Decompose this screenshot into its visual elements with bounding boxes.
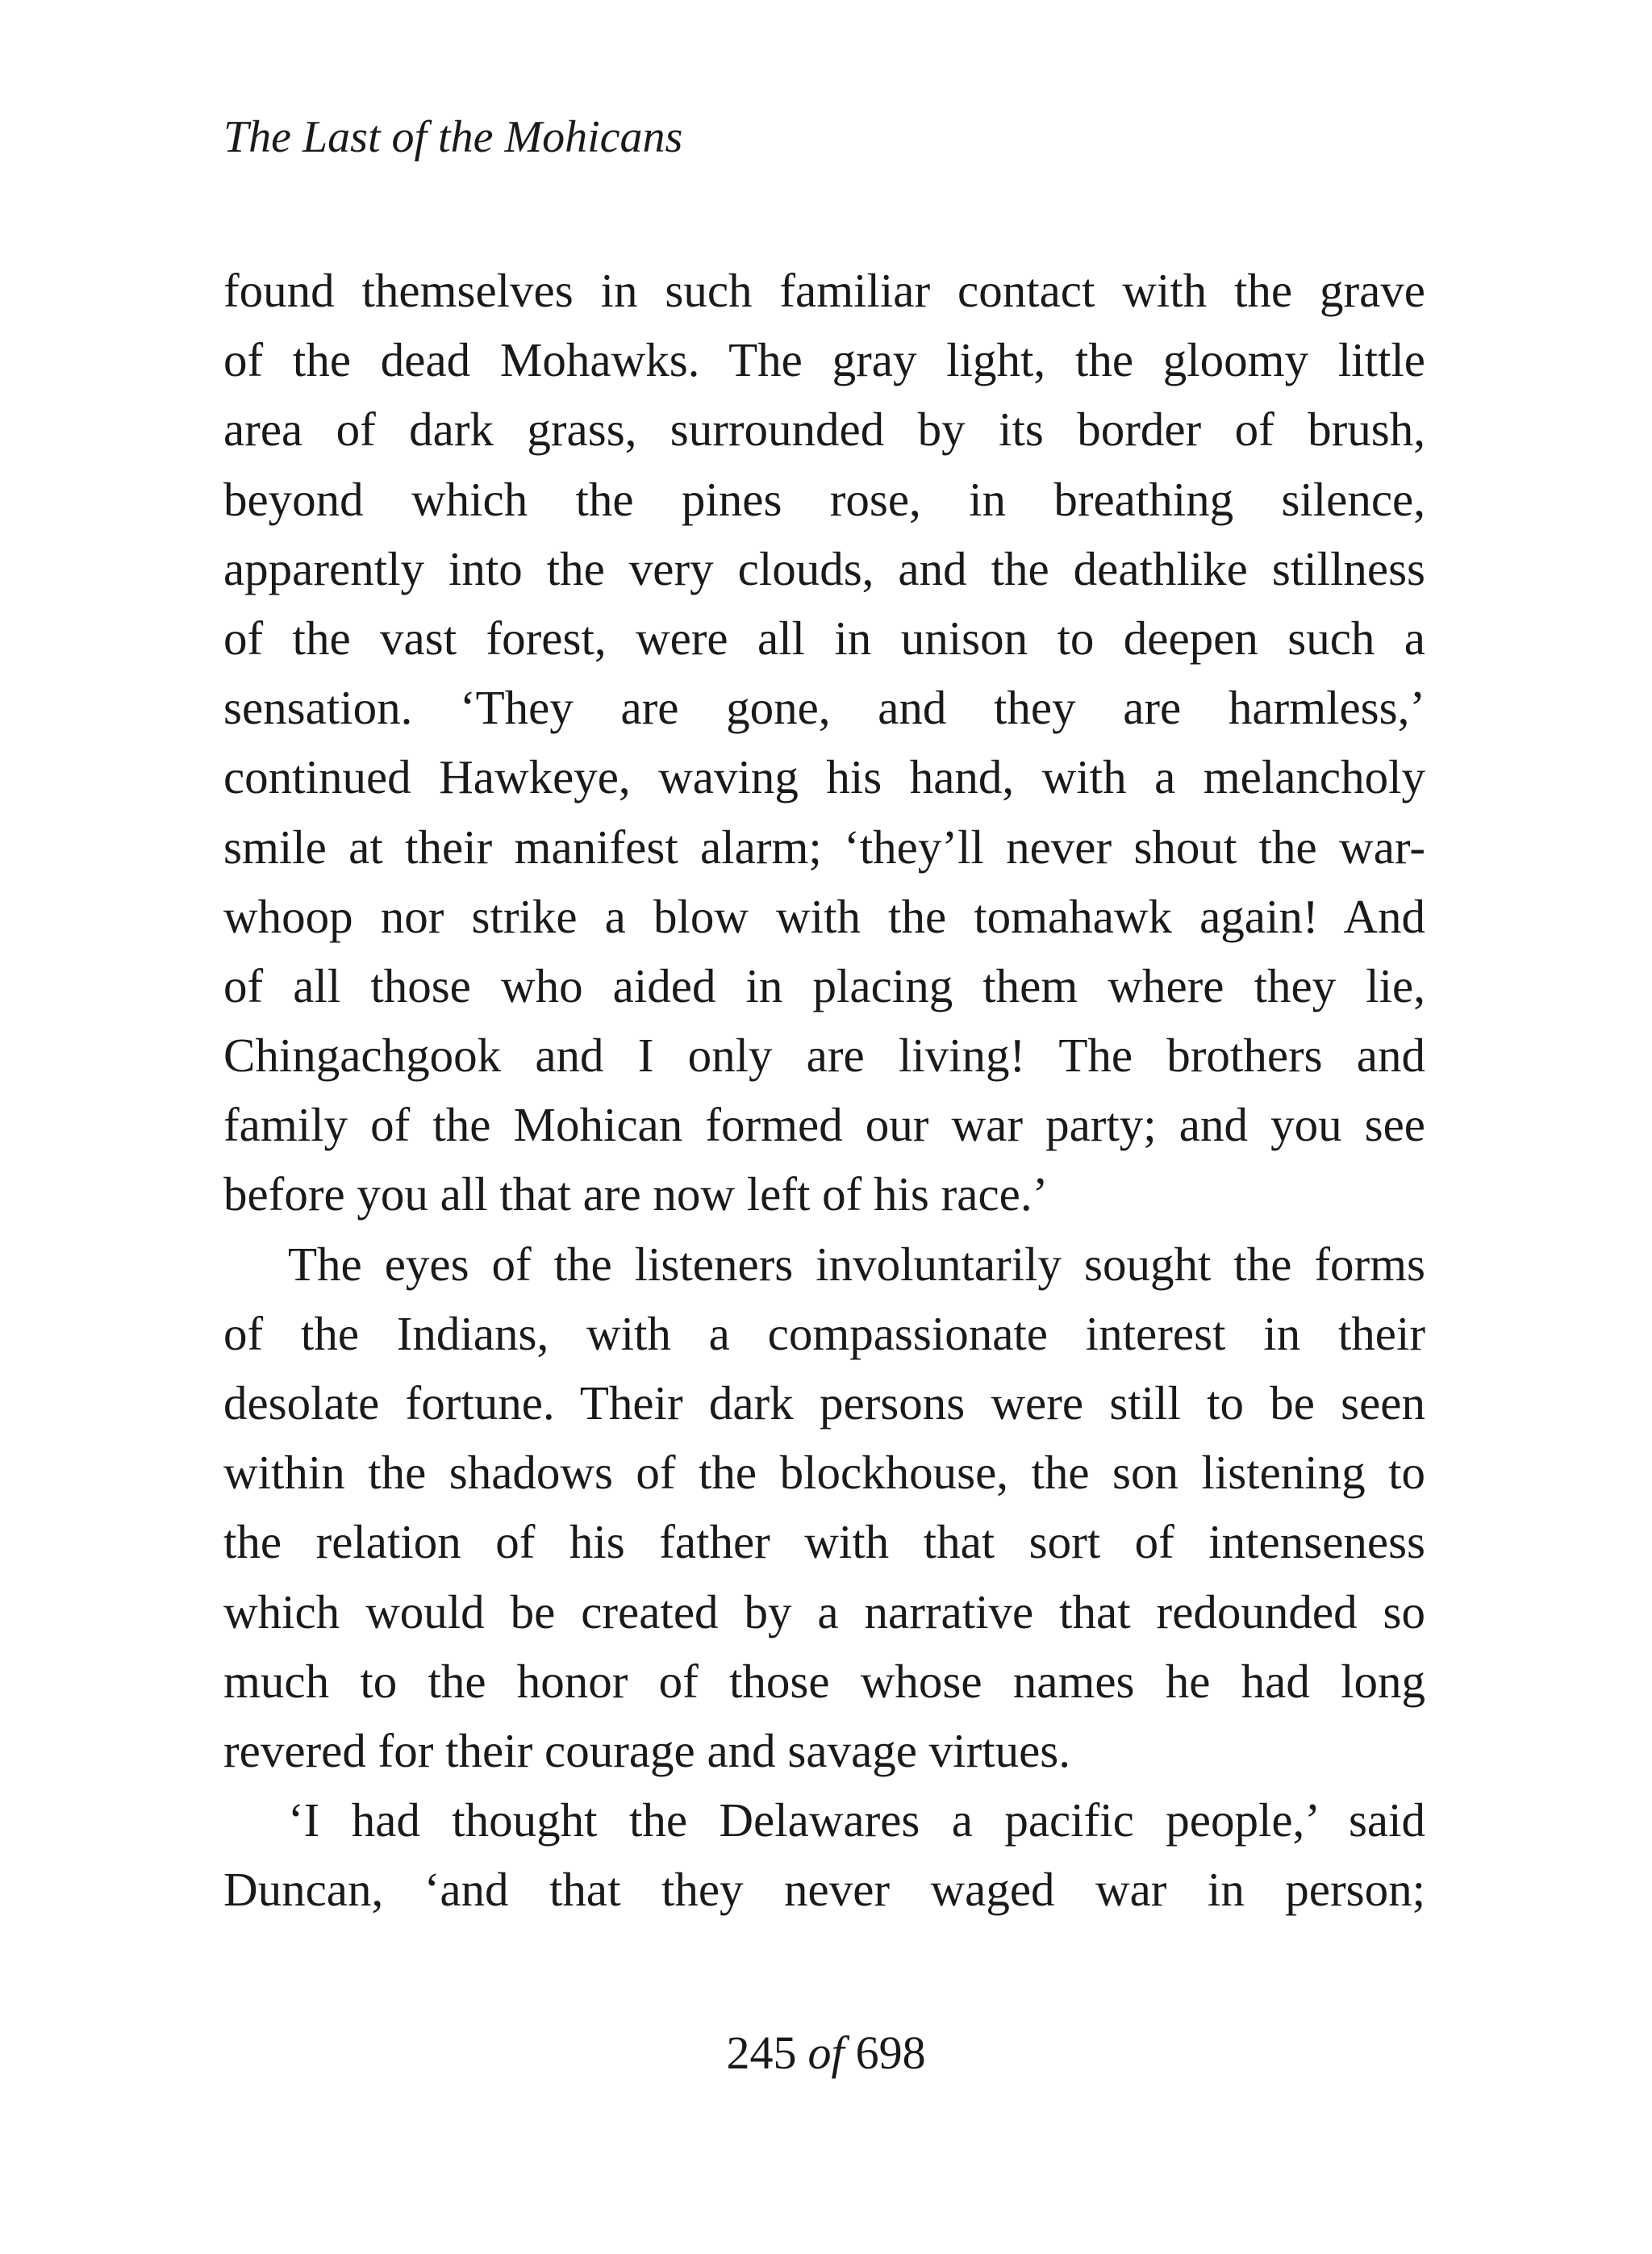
text-line: within the shadows of the blockhouse, the son listening to [223, 1446, 1425, 1500]
paragraph [223, 1229, 1425, 1786]
page-number [0, 2021, 1652, 2085]
text-line: revered for their courage and savage virtues. [223, 1723, 1071, 1777]
text-line: whoop nor strike a blow with the tomahawk again! And [223, 889, 1425, 943]
text-line: before you all that are now left of his race.’ [223, 1167, 1049, 1221]
paragraph [223, 1785, 1425, 1924]
text-line: Duncan, ‘and that they never waged war in person; [223, 1863, 1425, 1917]
current-page: 245 [726, 2027, 797, 2079]
page-separator: of [807, 2027, 845, 2079]
text-line: The eyes of the listeners involuntarily sought the forms [288, 1237, 1425, 1291]
text-line: family of the Mohican formed our war party; and you see [223, 1098, 1425, 1152]
text-line: of all those who aided in placing them where they lie, [223, 958, 1425, 1012]
text-line: continued Hawkeye, waving his hand, with a melancholy [223, 750, 1425, 804]
text-line: of the vast forest, were all in unison to deepen such a [223, 611, 1425, 665]
text-line: of the Indians, with a compassionate interest in their [223, 1306, 1425, 1360]
text-line: the relation of his father with that sort of intenseness [223, 1515, 1425, 1569]
text-line: which would be created by a narrative that redounded so [223, 1584, 1425, 1638]
text-line: desolate fortune. Their dark persons were still to be seen [223, 1376, 1425, 1430]
text-line: much to the honor of those whose names he had long [223, 1654, 1425, 1708]
text-line: area of dark grass, surrounded by its border of brush, [223, 403, 1425, 457]
text-line: sensation. ‘They are gone, and they are harmless,’ [223, 681, 1425, 735]
text-line: beyond which the pines rose, in breathing silence, [223, 472, 1425, 526]
body-text [223, 256, 1425, 1925]
paragraph [223, 256, 1425, 1229]
text-line: of the dead Mohawks. The gray light, the gloomy little [223, 333, 1425, 387]
total-pages: 698 [855, 2027, 926, 2079]
text-line: found themselves in such familiar contact with the grave [223, 264, 1425, 317]
text-line: smile at their manifest alarm; ‘they’ll never shout the war- [223, 820, 1425, 874]
text-line: Chingachgook and I only are living! The brothers and [223, 1029, 1425, 1083]
text-line: apparently into the very clouds, and the deathlike stillness [223, 541, 1425, 595]
running-head: The Last of the Mohicans [223, 112, 683, 162]
text-line: ‘I had thought the Delawares a pacific people,’ said [288, 1793, 1425, 1847]
